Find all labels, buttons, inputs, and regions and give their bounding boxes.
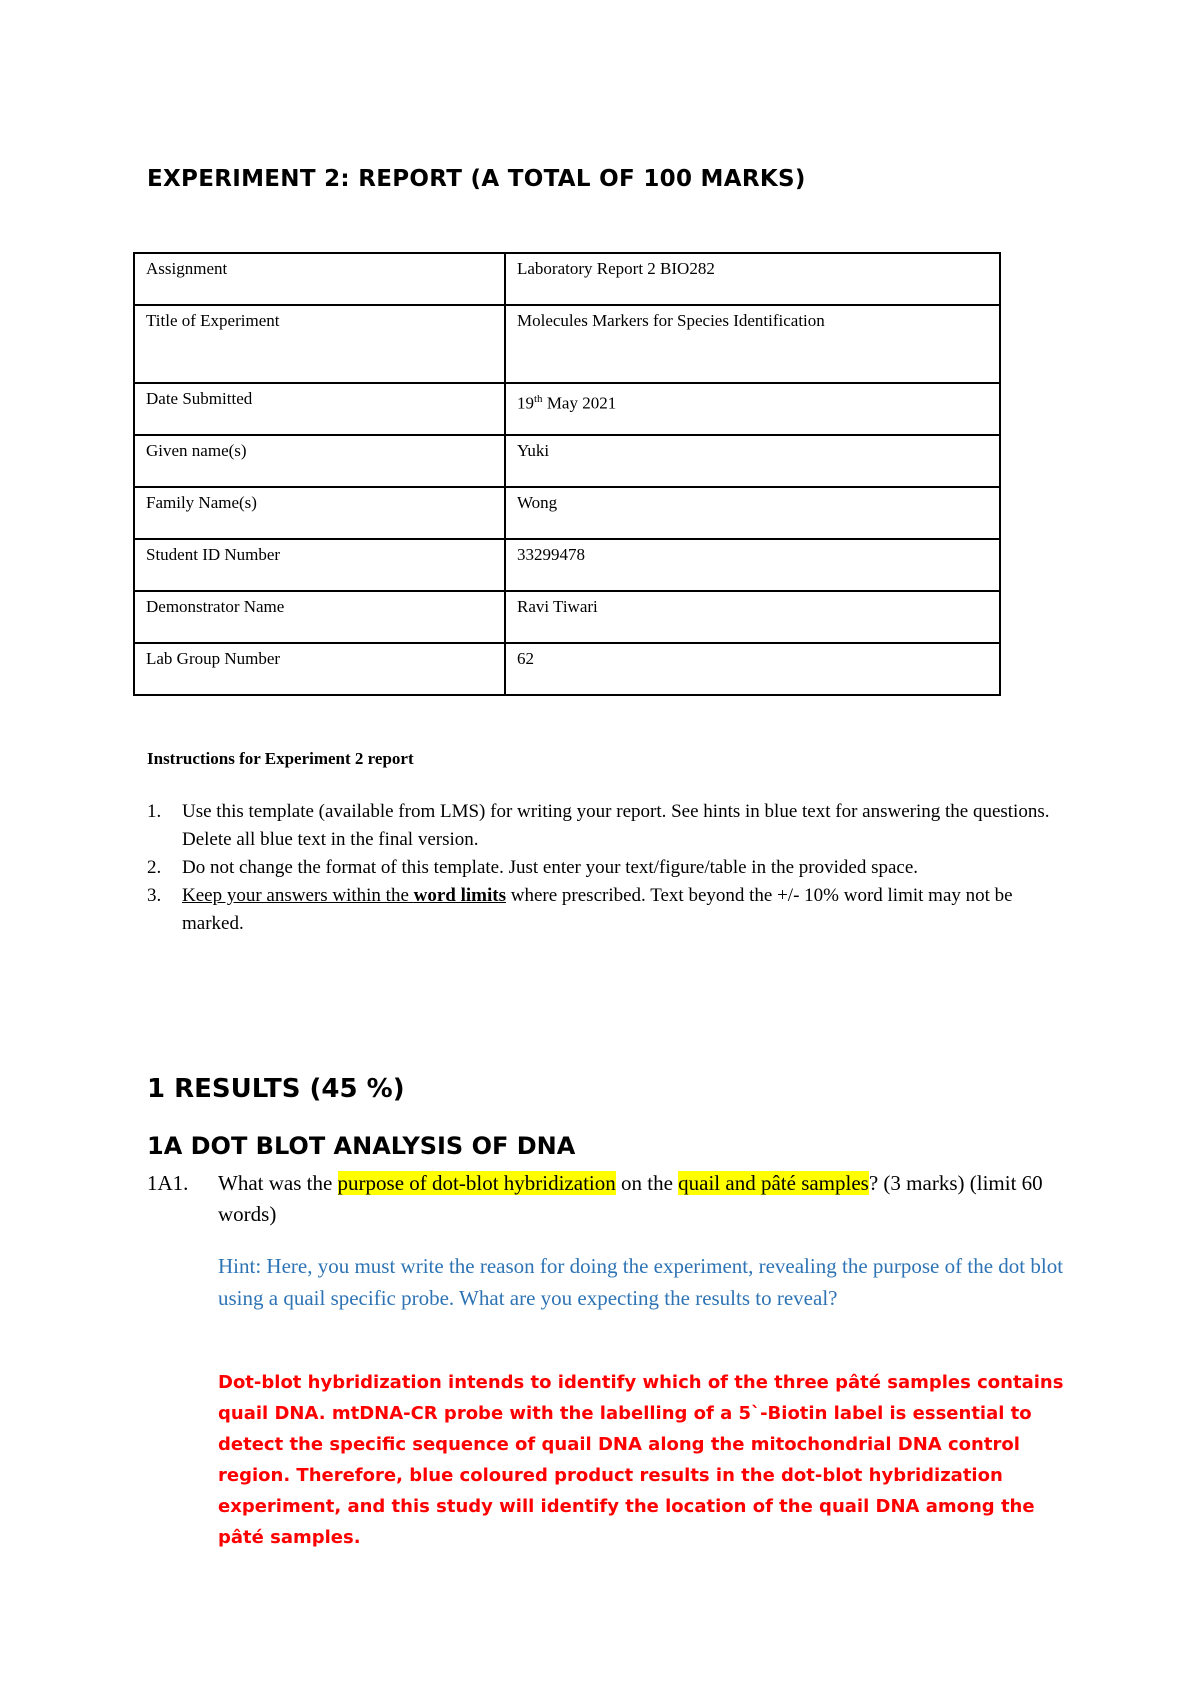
table-row: [134, 591, 1000, 643]
family-name-label: Family Name(s): [134, 487, 505, 539]
list-item-text: Use this template (available from LMS) for writing your report. See hints in blue text for answering the questions. Delete all blue text in the final version.: [182, 801, 1050, 850]
question-text-part: ? (3 marks) (limit 60 words): [218, 1171, 1043, 1226]
question-number: 1A1.: [147, 1171, 189, 1195]
highlighted-phrase: quail and pâté samples: [678, 1171, 869, 1195]
assignment-label: Assignment: [134, 253, 505, 305]
document-title: EXPERIMENT 2: REPORT (A TOTAL OF 100 MARKS): [147, 166, 806, 192]
date-month-year: May 2021: [542, 393, 617, 413]
experiment-title-label: Title of Experiment: [134, 305, 505, 383]
given-name-label: Given name(s): [134, 435, 505, 487]
question-1a1: [147, 1168, 1067, 1230]
table-row: [134, 383, 1000, 435]
list-item-number: 1.: [147, 801, 162, 822]
experiment-title-value: Molecules Markers for Species Identification: [505, 305, 1000, 383]
list-item: [147, 854, 1067, 882]
question-text-part: What was the: [218, 1171, 338, 1195]
instructions-heading: Instructions for Experiment 2 report: [147, 749, 414, 768]
date-submitted-label: Date Submitted: [134, 383, 505, 435]
date-day: 19: [517, 393, 534, 413]
lab-group-label: Lab Group Number: [134, 643, 505, 695]
word-limits-emphasis: word limits: [413, 885, 506, 906]
lab-group-value: 62: [505, 643, 1000, 695]
date-submitted-value: [505, 383, 1000, 435]
table-row: [134, 643, 1000, 695]
list-item: [147, 882, 1067, 938]
question-text: [218, 1168, 1067, 1230]
student-id-label: Student ID Number: [134, 539, 505, 591]
list-item-text: where prescribed. Text beyond the +/- 10% word limit may not be marked.: [182, 885, 1013, 934]
list-item-text: Do not change the format of this template. Just enter your text/figure/table in the provided space.: [182, 857, 919, 878]
list-item-underlined-text: Keep your answers within the: [182, 885, 414, 906]
family-name-value: Wong: [505, 487, 1000, 539]
student-id-value: 33299478: [505, 539, 1000, 591]
table-row: [134, 253, 1000, 305]
demonstrator-value: Ravi Tiwari: [505, 591, 1000, 643]
given-name-value: Yuki: [505, 435, 1000, 487]
date-ordinal-suffix: th: [534, 393, 543, 405]
list-item: [147, 798, 1067, 854]
table-row: [134, 305, 1000, 383]
question-text-part: on the: [615, 1171, 679, 1195]
answer-text: Dot-blot hybridization intends to identify which of the three pâté samples contains quail DNA. mtDNA-CR probe with the labelling of a 5`-Biotin label is essential to detect the specific sequence of quail DNA along the mitochondrial DNA control region. Therefore, blue coloured product results in the dot-blot hybridization experiment, and this study will identify the location of the quail DNA among the pâté samples.: [218, 1372, 1064, 1548]
list-item-number: 3.: [147, 885, 162, 906]
instructions-list: [147, 798, 1067, 938]
hint-text: Hint: Here, you must write the reason for doing the experiment, revealing the purpose of the dot blot using a quail specific probe. What are you expecting the results to reveal?: [218, 1254, 1064, 1310]
subsection-heading-dot-blot: 1A DOT BLOT ANALYSIS OF DNA: [147, 1132, 576, 1160]
assignment-value: Laboratory Report 2 BIO282: [505, 253, 1000, 305]
table-row: [134, 435, 1000, 487]
table-row: [134, 487, 1000, 539]
list-item-number: 2.: [147, 857, 162, 878]
section-heading-results: 1 RESULTS (45 %): [147, 1074, 405, 1104]
highlighted-phrase: purpose of dot-blot hybridization: [337, 1171, 616, 1195]
table-row: [134, 539, 1000, 591]
report-info-table: [133, 252, 1001, 696]
demonstrator-label: Demonstrator Name: [134, 591, 505, 643]
